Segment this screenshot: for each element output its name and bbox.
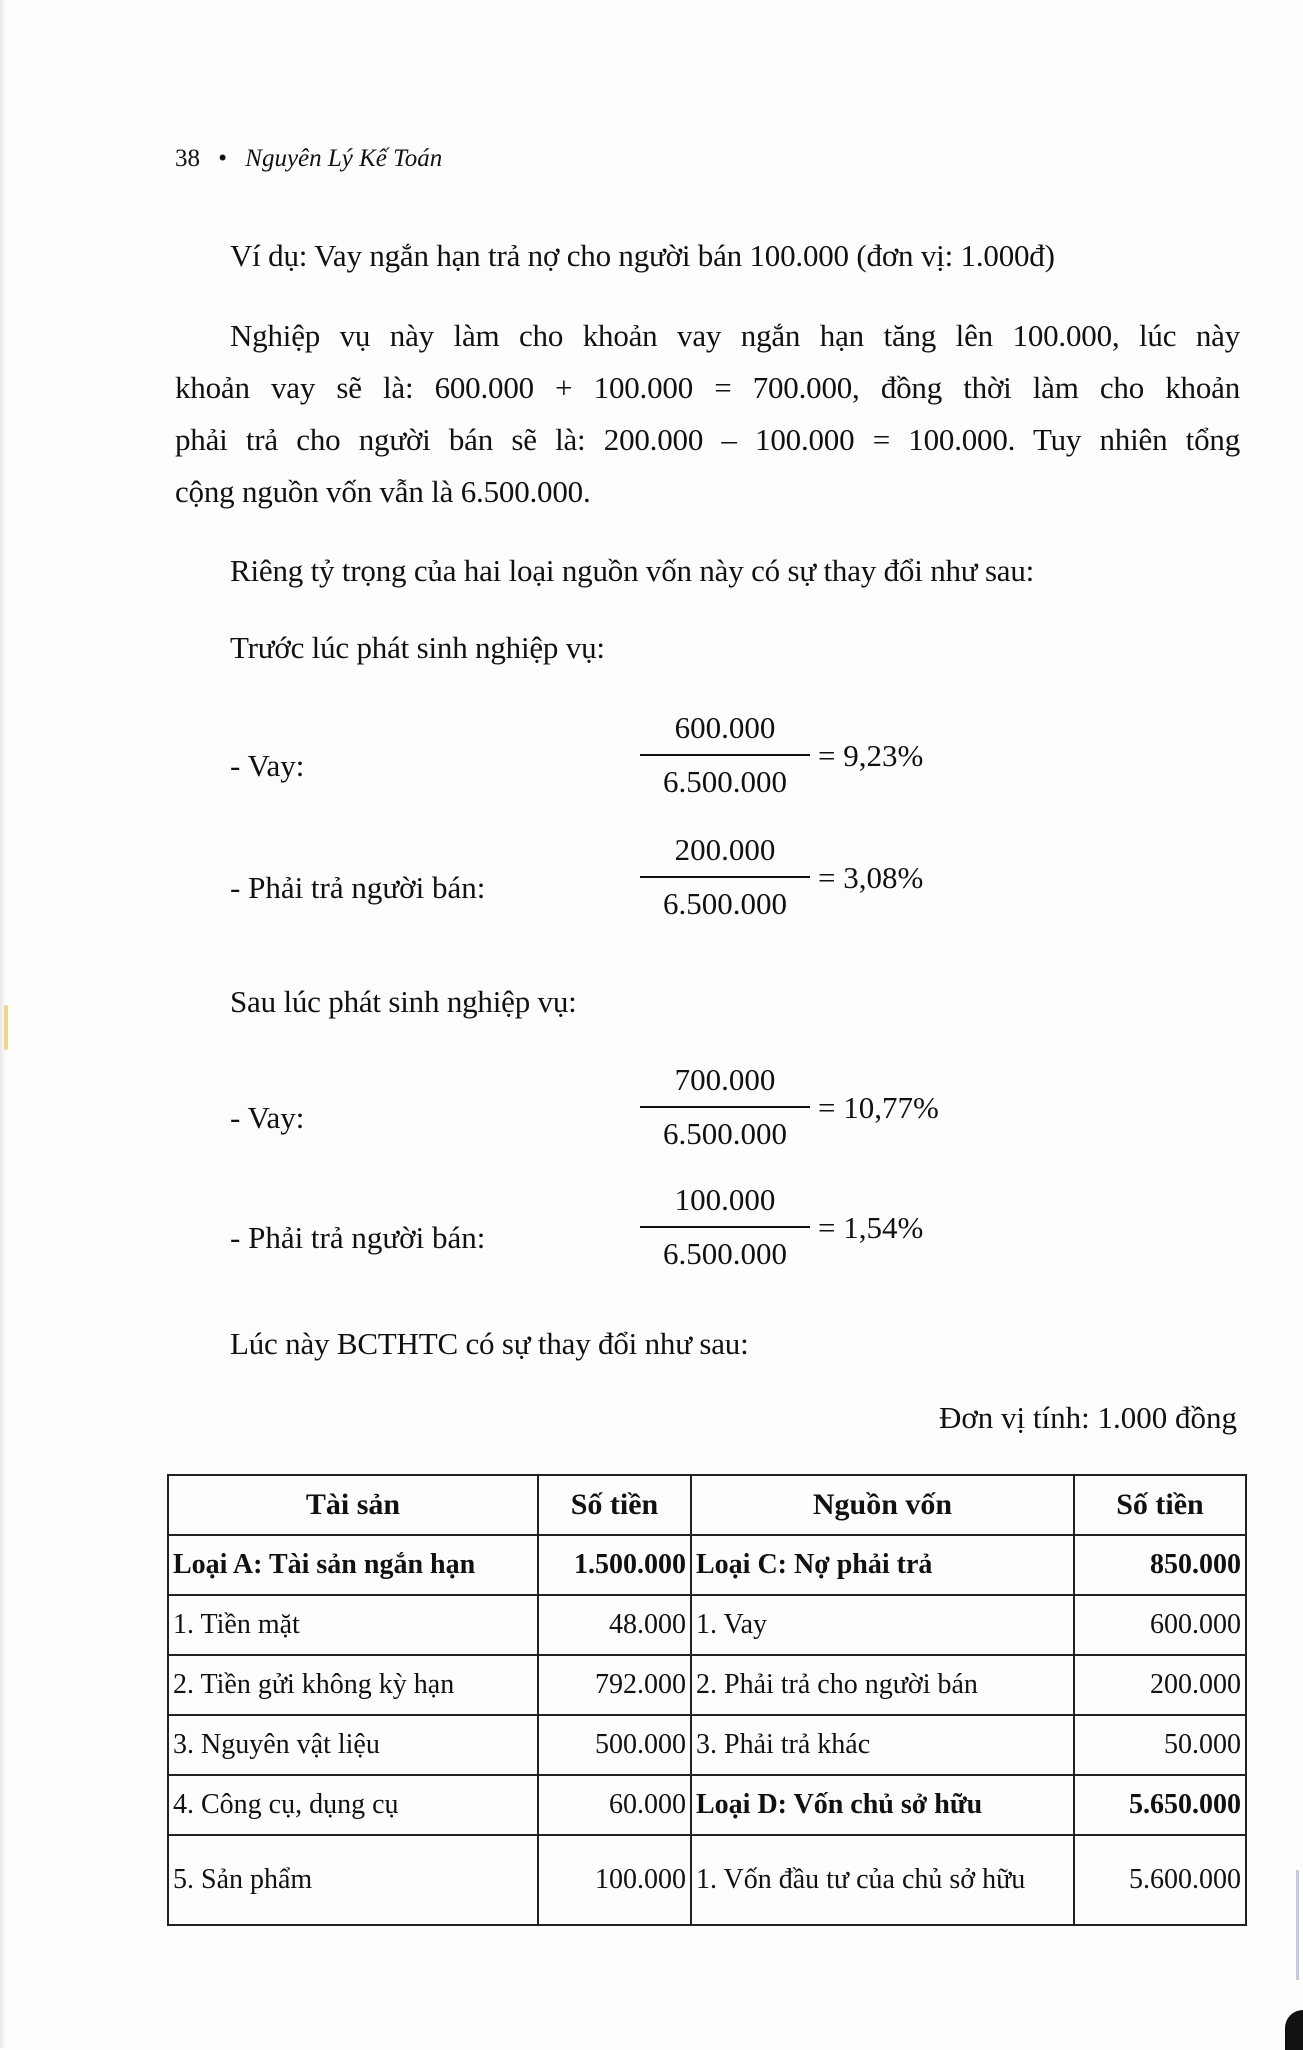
running-header	[175, 145, 442, 173]
calc-before-payable	[230, 830, 1030, 950]
asset-amount-cell: 100.000	[538, 1835, 691, 1925]
table-header-row	[168, 1475, 1246, 1535]
denominator: 6.500.000	[663, 1116, 787, 1151]
balance-sheet-table	[167, 1474, 1247, 1926]
source-cell: 3. Phải trả khác	[691, 1715, 1074, 1775]
fraction-bar	[640, 754, 810, 756]
numerator: 100.000	[674, 1182, 776, 1217]
fraction	[640, 830, 810, 924]
asset-amount-cell: 792.000	[538, 1655, 691, 1715]
table-row	[168, 1595, 1246, 1655]
calc-label: - Vay:	[230, 1100, 305, 1135]
calc-after-loan	[230, 1060, 1030, 1180]
fraction-bar	[640, 876, 810, 878]
asset-cell: 2. Tiền gửi không kỳ hạn	[168, 1655, 538, 1715]
asset-cell: 4. Công cụ, dụng cụ	[168, 1775, 538, 1835]
asset-cell: 1. Tiền mặt	[168, 1595, 538, 1655]
scan-corner-shadow	[1285, 2010, 1303, 2050]
example-paragraph: Ví dụ: Vay ngắn hạn trả nợ cho người bán 100.000 (đơn vị: 1.000đ)	[230, 238, 1055, 273]
explanation-line: khoản vay sẽ là: 600.000 + 100.000 = 700.000, đồng thời làm cho khoản	[175, 370, 1240, 405]
table-row	[168, 1715, 1246, 1775]
explanation-line: cộng nguồn vốn vẫn là 6.500.000.	[175, 474, 591, 509]
source-amount-cell: 850.000	[1074, 1535, 1246, 1595]
numerator: 700.000	[674, 1062, 776, 1097]
calc-result: = 10,77%	[818, 1090, 939, 1125]
header-asset-amount: Số tiền	[538, 1475, 691, 1535]
fraction	[640, 1060, 810, 1154]
source-amount-cell: 200.000	[1074, 1655, 1246, 1715]
header-source-amount: Số tiền	[1074, 1475, 1246, 1535]
header-sources: Nguồn vốn	[691, 1475, 1074, 1535]
asset-cell: Loại A: Tài sản ngắn hạn	[168, 1535, 538, 1595]
explanation-line: phải trả cho người bán sẽ là: 200.000 – 100.000 = 100.000. Tuy nhiên tổng	[175, 422, 1240, 457]
before-heading: Trước lúc phát sinh nghiệp vụ:	[230, 630, 605, 665]
table-row	[168, 1535, 1246, 1595]
bullet-separator: •	[218, 145, 228, 172]
after-heading: Sau lúc phát sinh nghiệp vụ:	[230, 984, 577, 1019]
page-edge	[1296, 1870, 1299, 1980]
source-cell: 1. Vốn đầu tư của chủ sở hữu	[691, 1835, 1074, 1925]
calc-label: - Phải trả người bán:	[230, 870, 486, 905]
header-assets: Tài sản	[168, 1475, 538, 1535]
numerator: 600.000	[674, 710, 776, 745]
denominator: 6.500.000	[663, 886, 787, 921]
calc-after-payable	[230, 1180, 1030, 1300]
table-row	[168, 1655, 1246, 1715]
source-cell: 1. Vay	[691, 1595, 1074, 1655]
fraction	[640, 708, 810, 802]
explanation-paragraph	[175, 310, 1240, 518]
asset-amount-cell: 60.000	[538, 1775, 691, 1835]
calc-label: - Phải trả người bán:	[230, 1220, 486, 1255]
source-amount-cell: 5.650.000	[1074, 1775, 1246, 1835]
asset-amount-cell: 48.000	[538, 1595, 691, 1655]
fraction	[640, 1180, 810, 1274]
denominator: 6.500.000	[663, 764, 787, 799]
unit-note: Đơn vị tính: 1.000 đồng	[939, 1400, 1237, 1435]
source-cell: 2. Phải trả cho người bán	[691, 1655, 1074, 1715]
table-row	[168, 1775, 1246, 1835]
asset-cell: 5. Sản phẩm	[168, 1835, 538, 1925]
source-amount-cell: 600.000	[1074, 1595, 1246, 1655]
source-cell: Loại C: Nợ phải trả	[691, 1535, 1074, 1595]
source-cell: Loại D: Vốn chủ sở hữu	[691, 1775, 1074, 1835]
source-amount-cell: 5.600.000	[1074, 1835, 1246, 1925]
calc-result: = 3,08%	[818, 860, 924, 895]
denominator: 6.500.000	[663, 1236, 787, 1271]
calc-before-loan	[230, 708, 1030, 828]
fraction-bar	[640, 1226, 810, 1228]
fraction-bar	[640, 1106, 810, 1108]
explanation-line: Nghiệp vụ này làm cho khoản vay ngắn hạn tăng lên 100.000, lúc này	[230, 318, 1240, 353]
asset-cell: 3. Nguyên vật liệu	[168, 1715, 538, 1775]
page-number: 38	[175, 145, 200, 172]
ratio-intro: Riêng tỷ trọng của hai loại nguồn vốn này có sự thay đổi như sau:	[230, 553, 1035, 588]
source-amount-cell: 50.000	[1074, 1715, 1246, 1775]
table-intro: Lúc này BCTHTC có sự thay đổi như sau:	[230, 1326, 749, 1361]
highlight-marker	[4, 1005, 8, 1050]
asset-amount-cell: 1.500.000	[538, 1535, 691, 1595]
book-title: Nguyên Lý Kế Toán	[245, 145, 443, 172]
calc-label: - Vay:	[230, 748, 305, 783]
numerator: 200.000	[674, 832, 776, 867]
table-row	[168, 1835, 1246, 1925]
asset-amount-cell: 500.000	[538, 1715, 691, 1775]
calc-result: = 9,23%	[818, 738, 924, 773]
calc-result: = 1,54%	[818, 1210, 924, 1245]
